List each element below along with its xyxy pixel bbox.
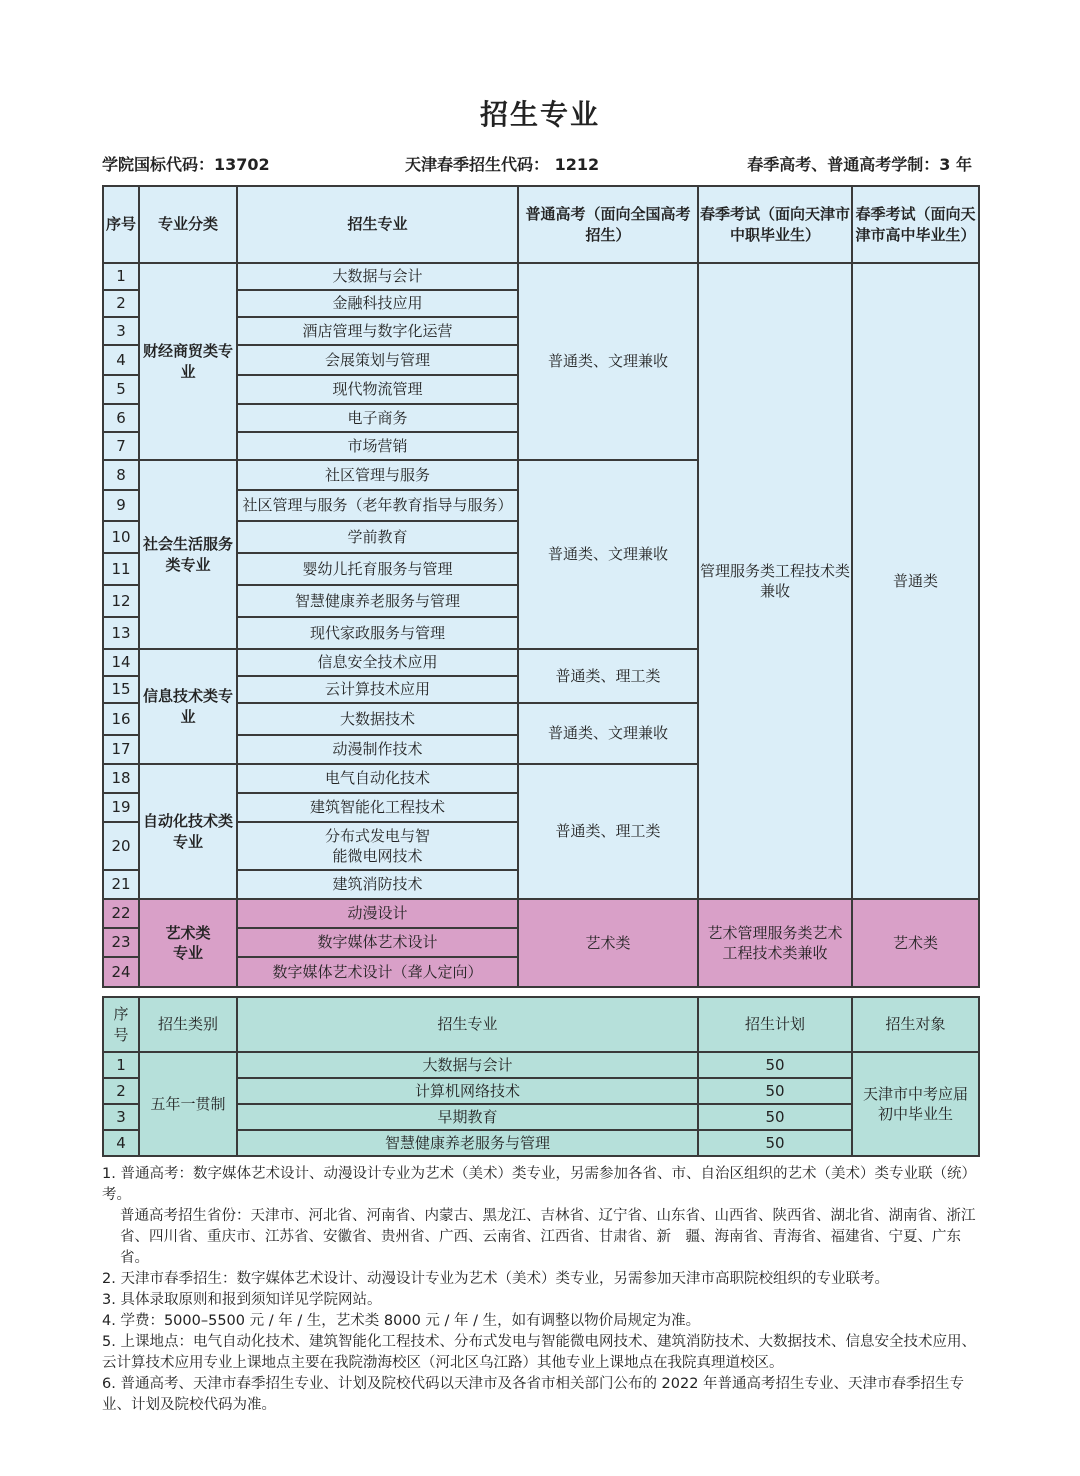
- major-cell: 建筑消防技术: [237, 870, 518, 899]
- row-number: 1: [103, 1052, 139, 1078]
- major-cell: 酒店管理与数字化运营: [237, 317, 518, 345]
- major-cell: 现代家政服务与管理: [237, 617, 518, 649]
- row-number: 9: [103, 490, 139, 521]
- header-no: 序号: [103, 186, 139, 263]
- gaokao-cell: 普通类、文理兼收: [518, 703, 698, 764]
- row-number: 24: [103, 957, 139, 987]
- category-cell: 社会生活服务类专业: [139, 460, 237, 649]
- gaokao-cell: 普通类、文理兼收: [518, 263, 698, 460]
- header-type: 招生类别: [139, 997, 237, 1052]
- major-cell: 早期教育: [237, 1104, 698, 1130]
- header-spring-highschool: 春季考试（面向天津市高中毕业生）: [852, 186, 979, 263]
- major-cell: 电子商务: [237, 404, 518, 432]
- gaokao-cell: 艺术类: [518, 899, 698, 987]
- row-number: 1: [103, 263, 139, 290]
- gaokao-cell: 普通类、理工类: [518, 649, 698, 703]
- category-cell: 财经商贸类专业: [139, 263, 237, 460]
- program-type-cell: 五年一贯制: [139, 1052, 237, 1156]
- college-code: 学院国标代码：13702: [102, 155, 270, 174]
- major-cell: 大数据与会计: [237, 263, 518, 290]
- major-cell: 数字媒体艺术设计（聋人定向）: [237, 957, 518, 987]
- plan-cell: 50: [698, 1052, 852, 1078]
- row-number: 8: [103, 460, 139, 490]
- spring-highschool-cell: 艺术类: [852, 899, 979, 987]
- spring-code: 天津春季招生代码： 1212: [405, 155, 600, 174]
- major-cell: 社区管理与服务（老年教育指导与服务）: [237, 490, 518, 521]
- note-4: 4. 学费：5000–5500 元 / 年 / 生，艺术类 8000 元 / 年 / 生，如有调整以物价局规定为准。: [102, 1313, 701, 1329]
- row-number: 2: [103, 1078, 139, 1104]
- note-3: 3. 具体录取原则和报到须知详见学院网站。: [102, 1292, 382, 1308]
- major-cell: 动漫制作技术: [237, 735, 518, 764]
- row-number: 17: [103, 735, 139, 764]
- gaokao-cell: 普通类、理工类: [518, 764, 698, 899]
- major-cell: 社区管理与服务: [237, 460, 518, 490]
- category-cell: 信息技术类专业: [139, 649, 237, 764]
- plan-cell: 50: [698, 1078, 852, 1104]
- major-cell: 学前教育: [237, 521, 518, 553]
- major-cell: 云计算技术应用: [237, 676, 518, 703]
- major-cell: 婴幼儿托育服务与管理: [237, 553, 518, 585]
- majors-table: [102, 185, 980, 988]
- target-cell: 天津市中考应届初中毕业生: [852, 1052, 979, 1156]
- header-category: 专业分类: [139, 186, 237, 263]
- row-number: 14: [103, 649, 139, 676]
- duration-info: 春季高考、普通高考学制：3 年: [747, 155, 972, 174]
- note-2: 2. 天津市春季招生：数字媒体艺术设计、动漫设计专业为艺术（美术）类专业，另需参加天津市高职院校组织的专业联考。: [102, 1271, 889, 1287]
- header-major: 招生专业: [237, 186, 518, 263]
- major-cell: 计算机网络技术: [237, 1078, 698, 1104]
- header-target: 招生对象: [852, 997, 979, 1052]
- row-number: 18: [103, 764, 139, 793]
- row-number: 3: [103, 317, 139, 345]
- spring-highschool-cell: 普通类: [852, 263, 979, 899]
- row-number: 4: [103, 1130, 139, 1156]
- major-cell: 金融科技应用: [237, 290, 518, 317]
- category-cell: 艺术类专业: [139, 899, 237, 987]
- major-cell: 动漫设计: [237, 899, 518, 928]
- row-number: 12: [103, 585, 139, 617]
- note-6: 6. 普通高考、天津市春季招生专业、计划及院校代码以天津市及各省市相关部门公布的 2022 年普通高考招生专业、天津市春季招生专业、计划及院校代码为准。: [102, 1376, 965, 1413]
- row-number: 23: [103, 928, 139, 957]
- row-number: 4: [103, 345, 139, 375]
- spring-vocational-cell: 艺术管理服务类艺术工程技术类兼收: [698, 899, 852, 987]
- major-cell: 会展策划与管理: [237, 345, 518, 375]
- row-number: 22: [103, 899, 139, 928]
- header-no: 序号: [103, 997, 139, 1052]
- major-cell: 智慧健康养老服务与管理: [237, 585, 518, 617]
- major-cell: 分布式发电与智能微电网技术: [237, 822, 518, 870]
- row-number: 2: [103, 290, 139, 317]
- row-number: 6: [103, 404, 139, 432]
- major-cell: 现代物流管理: [237, 375, 518, 404]
- plan-cell: 50: [698, 1130, 852, 1156]
- row-number: 19: [103, 793, 139, 822]
- header-major: 招生专业: [237, 997, 698, 1052]
- gaokao-cell: 普通类、文理兼收: [518, 460, 698, 649]
- note-5: 5. 上课地点：电气自动化技术、建筑智能化工程技术、分布式发电与智能微电网技术、建筑消防技术、大数据技术、信息安全技术应用、云计算技术应用专业上课地点主要在我院渤海校区（河北区乌江路）其他专业上课地点在我院真理道校区。: [102, 1334, 976, 1371]
- plan-cell: 50: [698, 1104, 852, 1130]
- header-spring-vocational: 春季考试（面向天津市中职毕业生）: [698, 186, 852, 263]
- row-number: 15: [103, 676, 139, 703]
- category-cell: 自动化技术类专业: [139, 764, 237, 899]
- note-1: 1. 普通高考：数字媒体艺术设计、动漫设计专业为艺术（美术）类专业，另需参加各省、市、自治区组织的艺术（美术）类专业联（统）考。: [102, 1166, 976, 1203]
- major-cell: 大数据与会计: [237, 1052, 698, 1078]
- row-number: 20: [103, 822, 139, 870]
- row-number: 7: [103, 432, 139, 460]
- note-1-provinces: 普通高考招生省份：天津市、河北省、河南省、内蒙古、黑龙江、吉林省、辽宁省、山东省、山西省、陕西省、湖北省、湖南省、浙江省、四川省、重庆市、江苏省、安徽省、贵州省、广西、云南省、江西省、甘肃省、新 疆、海南省、青海省、福建省、宁夏、广东省。: [120, 1208, 976, 1266]
- row-number: 10: [103, 521, 139, 553]
- row-number: 13: [103, 617, 139, 649]
- major-cell: 建筑智能化工程技术: [237, 793, 518, 822]
- header-gaokao: 普通高考（面向全国高考招生）: [518, 186, 698, 263]
- major-cell: 市场营销: [237, 432, 518, 460]
- header-plan: 招生计划: [698, 997, 852, 1052]
- major-cell: 智慧健康养老服务与管理: [237, 1130, 698, 1156]
- row-number: 21: [103, 870, 139, 899]
- major-cell: 信息安全技术应用: [237, 649, 518, 676]
- major-cell: 电气自动化技术: [237, 764, 518, 793]
- row-number: 16: [103, 703, 139, 735]
- row-number: 3: [103, 1104, 139, 1130]
- major-cell: 大数据技术: [237, 703, 518, 735]
- notes-section: [102, 1164, 982, 1416]
- spring-vocational-cell: 管理服务类工程技术类兼收: [698, 263, 852, 899]
- major-cell: 数字媒体艺术设计: [237, 928, 518, 957]
- row-number: 11: [103, 553, 139, 585]
- five-year-table: [102, 996, 980, 1157]
- row-number: 5: [103, 375, 139, 404]
- page-title: 招生专业: [479, 98, 600, 131]
